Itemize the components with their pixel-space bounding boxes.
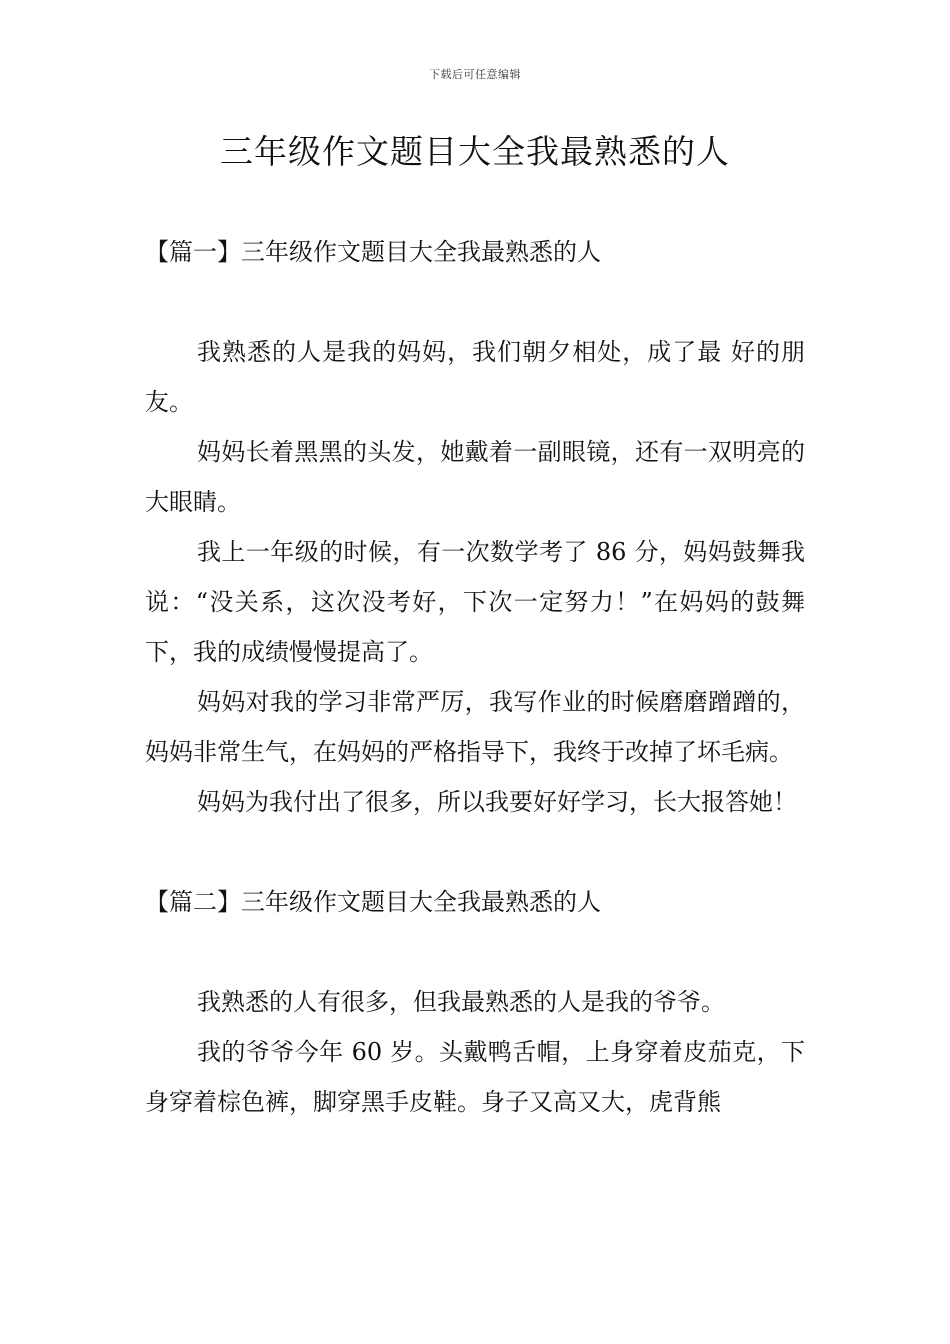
paragraph: 我熟悉的人有很多，但我最熟悉的人是我的爷爷。 <box>197 988 725 1016</box>
spacer <box>145 277 805 327</box>
document-body <box>145 227 805 1127</box>
paragraph: 妈妈长着黑黑的头发，她戴着一副眼镜，还有一双明亮的大眼睛。 <box>145 438 805 516</box>
paragraph: 我熟悉的人是我的妈妈，我们朝夕相处，成了最 好的朋友。 <box>145 338 805 416</box>
document-title: 三年级作文题目大全我最熟悉的人 <box>220 132 730 171</box>
spacer <box>145 927 805 977</box>
paragraph: 我上一年级的时候，有一次数学考了 86 分，妈妈鼓舞我说：“没关系，这次没考好，下次一定努力！”在妈妈的鼓舞下，我的成绩慢慢提高了。 <box>145 538 805 666</box>
paragraph: 我的爷爷今年 60 岁。头戴鸭舌帽，上身穿着皮茄克，下身穿着棕色裤，脚穿黑手皮鞋。身子又高又大，虎背熊 <box>145 1038 805 1116</box>
section-2 <box>145 877 805 1127</box>
paragraph: 妈妈为我付出了很多，所以我要好好学习，长大报答她！ <box>197 788 797 816</box>
spacer <box>145 827 805 877</box>
section-1 <box>145 227 805 827</box>
header-note: 下载后可任意编辑 <box>429 68 521 81</box>
section-heading: 【篇二】三年级作文题目大全我最熟悉的人 <box>145 888 601 916</box>
paragraph: 妈妈对我的学习非常严厉，我写作业的时候磨磨蹭蹭的，妈妈非常生气，在妈妈的严格指导下，我终于改掉了坏毛病。 <box>145 688 805 766</box>
section-heading: 【篇一】三年级作文题目大全我最熟悉的人 <box>145 238 601 266</box>
